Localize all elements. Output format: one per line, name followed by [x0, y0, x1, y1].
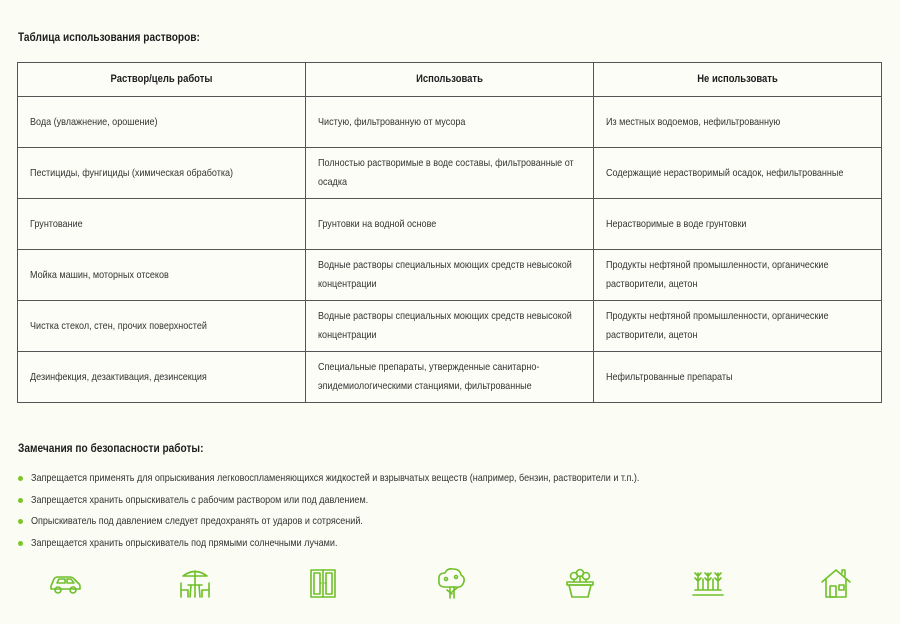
table-cell: Чистую, фильтрованную от мусора	[306, 97, 594, 148]
bullet-icon	[18, 519, 23, 524]
window-icon	[305, 565, 341, 601]
table-cell: Чистка стекол, стен, прочих поверхностей	[18, 301, 306, 352]
flower-pot-icon	[562, 565, 598, 601]
solutions-table	[17, 62, 882, 403]
table-cell: Из местных водоемов, нефильтрованную	[594, 97, 882, 148]
bullet-icon	[18, 498, 23, 503]
column-header: Использовать	[306, 63, 594, 97]
car-icon	[47, 565, 83, 601]
table-row	[18, 352, 882, 403]
house-icon	[818, 565, 854, 601]
table-cell: Продукты нефтяной промышленности, органические растворители, ацетон	[594, 301, 882, 352]
column-header: Не использовать	[594, 63, 882, 97]
safety-notes-title: Замечания по безопасности работы:	[18, 443, 204, 455]
table-row	[18, 301, 882, 352]
column-header: Раствор/цель работы	[18, 63, 306, 97]
table-cell: Водные растворы специальных моющих средств невысокой концентрации	[306, 250, 594, 301]
bullet-icon	[18, 541, 23, 546]
list-item: Запрещается применять для опрыскивания легковоспламеняющихся жидкостей и взрывчатых веществ (например, бензин, растворители и т.п.).	[18, 468, 739, 490]
table-cell: Содержащие нерастворимый осадок, нефильтрованные	[594, 148, 882, 199]
table-cell: Грунтовки на водной основе	[306, 199, 594, 250]
table-row	[18, 97, 882, 148]
table-row	[18, 250, 882, 301]
tree-icon	[433, 565, 469, 601]
table-cell: Грунтование	[18, 199, 306, 250]
bullet-icon	[18, 476, 23, 481]
table-cell: Продукты нефтяной промышленности, органические растворители, ацетон	[594, 250, 882, 301]
garden-furniture-icon	[177, 565, 213, 601]
usage-icons-row	[0, 565, 900, 605]
table-cell: Полностью растворимые в воде составы, фильтрованные от осадка	[306, 148, 594, 199]
table-header-row	[18, 63, 882, 97]
table-title: Таблица использования растворов:	[18, 32, 200, 44]
safety-notes-list	[18, 468, 739, 554]
table-cell: Нерастворимые в воде грунтовки	[594, 199, 882, 250]
table-row	[18, 148, 882, 199]
table-cell: Водные растворы специальных моющих средств невысокой концентрации	[306, 301, 594, 352]
table-cell: Дезинфекция, дезактивация, дезинсекция	[18, 352, 306, 403]
crop-field-icon	[690, 565, 726, 601]
table-cell: Нефильтрованные препараты	[594, 352, 882, 403]
table-row	[18, 199, 882, 250]
table-cell: Вода (увлажнение, орошение)	[18, 97, 306, 148]
table-cell: Пестициды, фунгициды (химическая обработка)	[18, 148, 306, 199]
list-item: Запрещается хранить опрыскиватель с рабочим раствором или под давлением.	[18, 490, 739, 512]
list-item: Запрещается хранить опрыскиватель под прямыми солнечными лучами.	[18, 533, 739, 555]
list-item: Опрыскиватель под давлением следует предохранять от ударов и сотрясений.	[18, 511, 739, 533]
table-cell: Специальные препараты, утвержденные санитарно-эпидемиологическими станциями, фильтрованные	[306, 352, 594, 403]
table-cell: Мойка машин, моторных отсеков	[18, 250, 306, 301]
